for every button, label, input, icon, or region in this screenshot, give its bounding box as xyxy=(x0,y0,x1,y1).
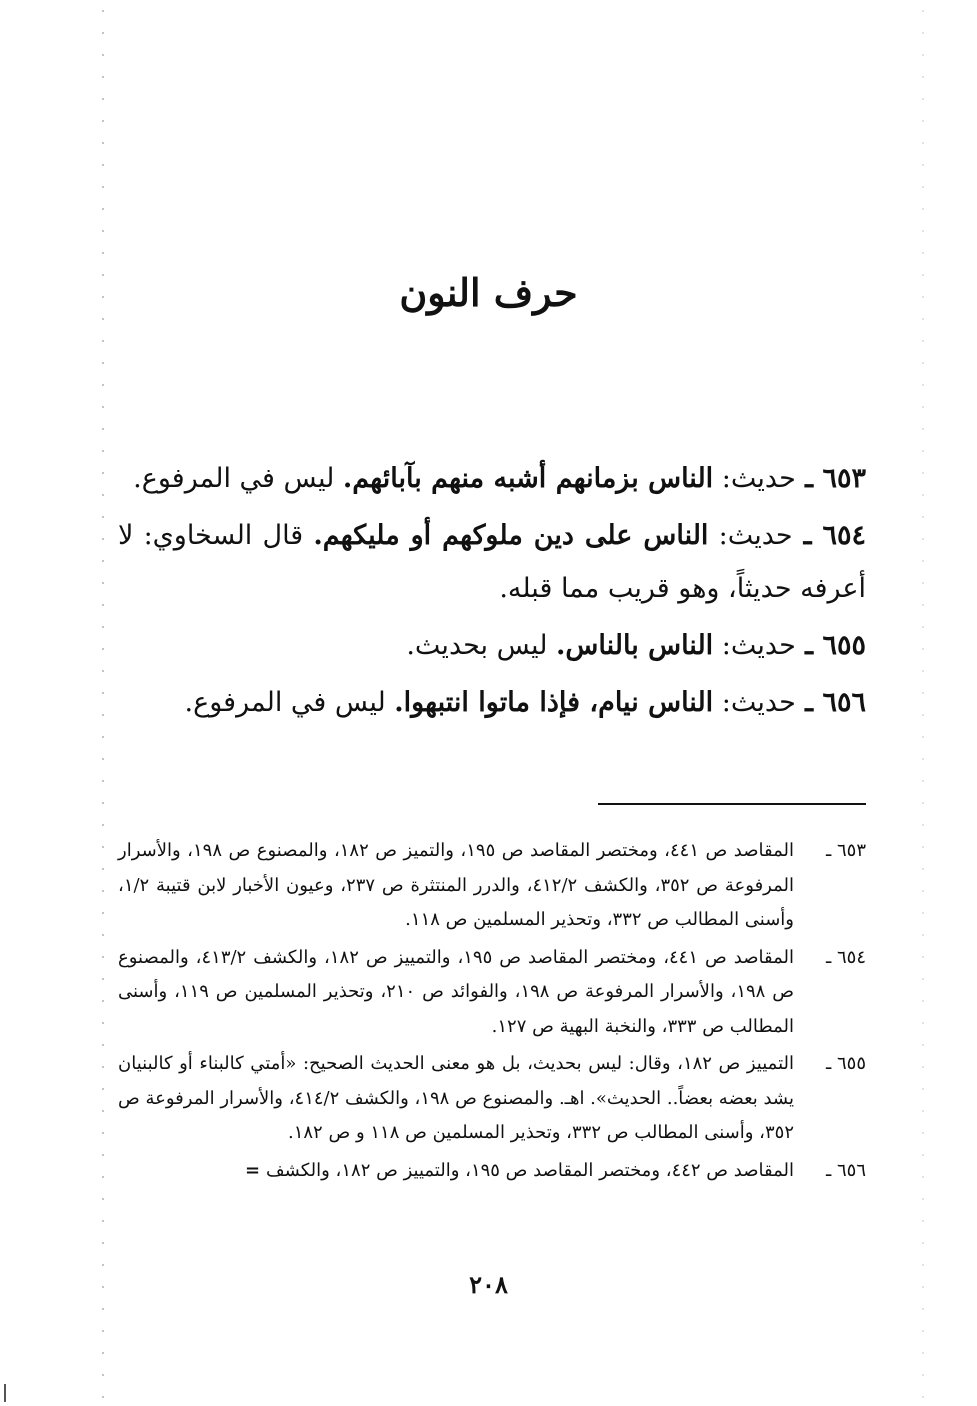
entry-number: ٦٥٤ xyxy=(822,520,866,551)
entry-dash: ـ xyxy=(792,520,823,551)
entry-number: ٦٥٥ xyxy=(822,630,866,661)
entry-dash: ـ xyxy=(795,630,823,661)
hadith-entry xyxy=(118,452,866,505)
scan-artifact-dots-right xyxy=(922,0,924,1406)
footnote xyxy=(118,1047,866,1151)
footnote-text: التمييز ص ١٨٢، وقال: ليس بحديث، بل هو معنى الحديث الصحيح: «أمتي كالبناء أو كالبنيان يشد بعضه بعضاً.. الحديث». اهـ. والمصنوع ص ١٩٨، والكشف ٤١٤/٢، والأسرار المرفوعة ص ٣٥٢، وأسنى المطالب ص ٣٣٢، وتحذير المسلمين ص ١١٨ و ص ١٨٢. xyxy=(118,1053,794,1143)
chapter-title: حرف النون xyxy=(399,270,578,315)
footnote-number: ٦٥٣ ـ xyxy=(825,840,866,861)
entry-dash: ـ xyxy=(795,463,823,494)
entry-number: ٦٥٣ xyxy=(822,463,866,494)
hadith-entry xyxy=(118,676,866,729)
footnote-separator xyxy=(598,803,866,805)
entry-keyword: حديث: xyxy=(713,630,796,661)
hadith-entries xyxy=(118,452,866,733)
footnote xyxy=(118,834,866,938)
footnote-number: ٦٥٥ ـ xyxy=(825,1053,866,1074)
page-number: ٢٠٨ xyxy=(469,1270,508,1299)
entry-hadith-text: الناس نيام، فإذا ماتوا انتبهوا. xyxy=(394,687,714,718)
entry-verdict: ليس في المرفوع. xyxy=(184,687,395,718)
footnote-text: المقاصد ص ٤٤١، ومختصر المقاصد ص ١٩٥، والتميز ص ١٨٢، والمصنوع ص ١٩٨، والأسرار المرفوعة ص ٣٥٢، والكشف ٤١٢/٢، والدرر المنتثرة ص ٢٣٧، وعيون الأخبار لابن قتيبة ١/٢، وأسنى المطالب ص ٣٣٢، وتحذير المسلمين ص ١١٨. xyxy=(118,840,794,930)
continuation-mark: = xyxy=(244,1159,261,1181)
scan-edge-mark xyxy=(4,1384,6,1402)
entry-verdict: قال السخاوي: لا أعرفه حديثاً، وهو قريب مما قبله. xyxy=(118,520,866,604)
entry-hadith-text: الناس على دين ملوكهم أو مليكهم. xyxy=(313,520,709,551)
entry-number: ٦٥٦ xyxy=(822,687,866,718)
entry-keyword: حديث: xyxy=(713,687,796,718)
footnotes xyxy=(118,834,866,1191)
hadith-entry xyxy=(118,509,866,615)
entry-hadith-text: الناس بزمانهم أشبه منهم بآبائهم. xyxy=(342,463,714,494)
footnote-text: المقاصد ص ٤٤٢، ومختصر المقاصد ص ١٩٥، والتمييز ص ١٨٢، والكشف xyxy=(266,1159,794,1181)
footnote xyxy=(118,1154,866,1189)
footnote-text-wrap xyxy=(118,1154,794,1189)
hadith-entry xyxy=(118,619,866,672)
footnote xyxy=(118,941,866,1045)
scan-artifact-dots xyxy=(102,0,104,1406)
entry-dash: ـ xyxy=(795,687,823,718)
entry-hadith-text: الناس بالناس. xyxy=(556,630,714,661)
entry-keyword: حديث: xyxy=(713,463,796,494)
footnote-number: ٦٥٤ ـ xyxy=(825,946,866,968)
footnote-text: المقاصد ص ٤٤١، ومختصر المقاصد ص ١٩٥، والتمييز ص ١٨٢، والكشف ٤١٣/٢، والمصنوع ص ١٩٨، والأسرار المرفوعة ص ١٩٨، والفوائد ص ٢١٠، وتحذير المسلمين ص ١١٩، وأسنى المطالب ص ٣٣٣، والنخبة البهية ص ١٢٧. xyxy=(118,946,794,1037)
entry-keyword: حديث: xyxy=(708,520,793,551)
entry-verdict: ليس بحديث. xyxy=(406,630,557,661)
footnote-number: ٦٥٦ ـ xyxy=(825,1159,866,1181)
entry-verdict: ليس في المرفوع. xyxy=(133,463,343,494)
